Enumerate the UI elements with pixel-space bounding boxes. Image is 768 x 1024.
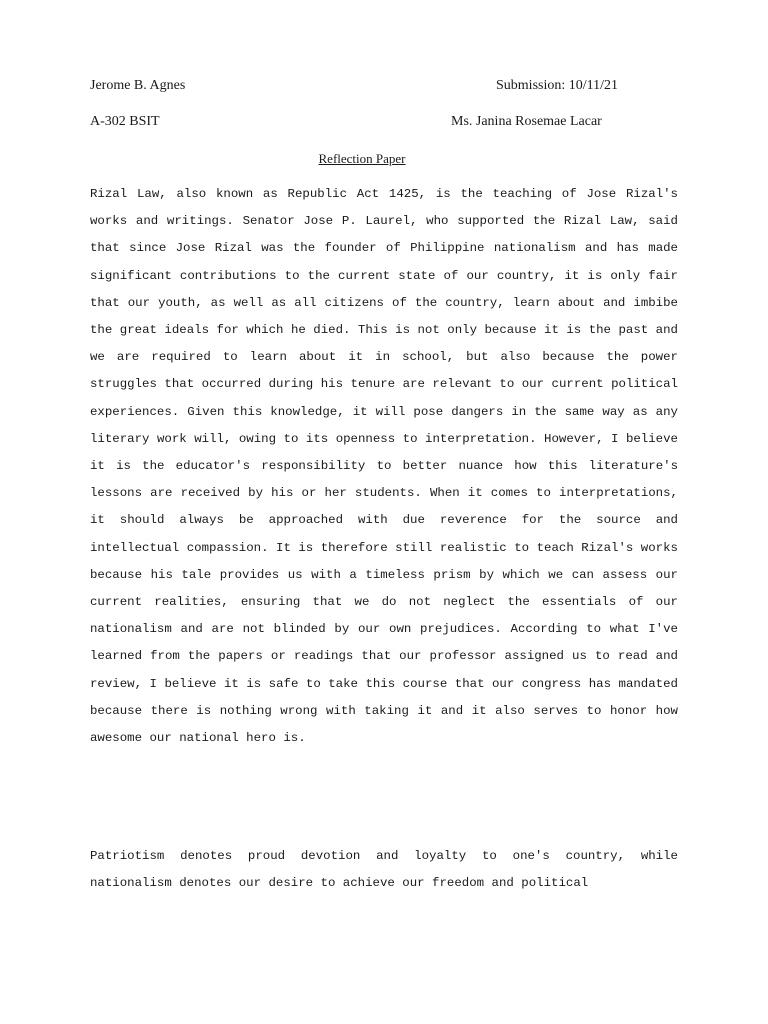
body-paragraph-1: Rizal Law, also known as Republic Act 1425, is the teaching of Jose Rizal's works and writings. Senator Jose P. Laurel, who supported the Rizal Law, said that since Jose Rizal was the founder of Philippine nationalism and has made significant contributions to the current state of our country, it is only fair that our youth, as well as all citizens of the country, learn about and imbibe the great ideals for which he died. This is not only because it is the past and we are required to learn about it in school, but also because the power struggles that occurred during his tenure are relevant to our current political experiences. Given this knowledge, it will pose dangers in the same way as any literary work will, owing to its openness to interpretation. However, I believe it is the educator's responsibility to better nuance how this literature's lessons are received by his or her students. When it comes to interpretations, it should always be approached with due reverence for the source and intellectual compassion. It is therefore still realistic to teach Rizal's works because his tale provides us with a timeless prism by which we can assess our current realities, ensuring that we do not neglect the essentials of our nationalism and are not blinded by our own prejudices. According to what I've learned from the papers or readings that our professor assigned us to read and review, I believe it is safe to take this course that our congress has mandated because there is nothing wrong with taking it and it also serves to honor how awesome our national hero is. <box>90 187 678 746</box>
author-name: Jerome B. Agnes <box>90 78 186 93</box>
document-title: Reflection Paper <box>318 151 406 166</box>
section-code: A-302 BSIT <box>90 114 160 129</box>
body-paragraph-2: Patriotism denotes proud devotion and loyalty to one's country, while nationalism denotes our desire to achieve our freedom and political <box>90 849 678 891</box>
submission-date: Submission: 10/11/21 <box>496 78 619 93</box>
instructor-name: Ms. Janina Rosemae Lacar <box>451 114 602 129</box>
